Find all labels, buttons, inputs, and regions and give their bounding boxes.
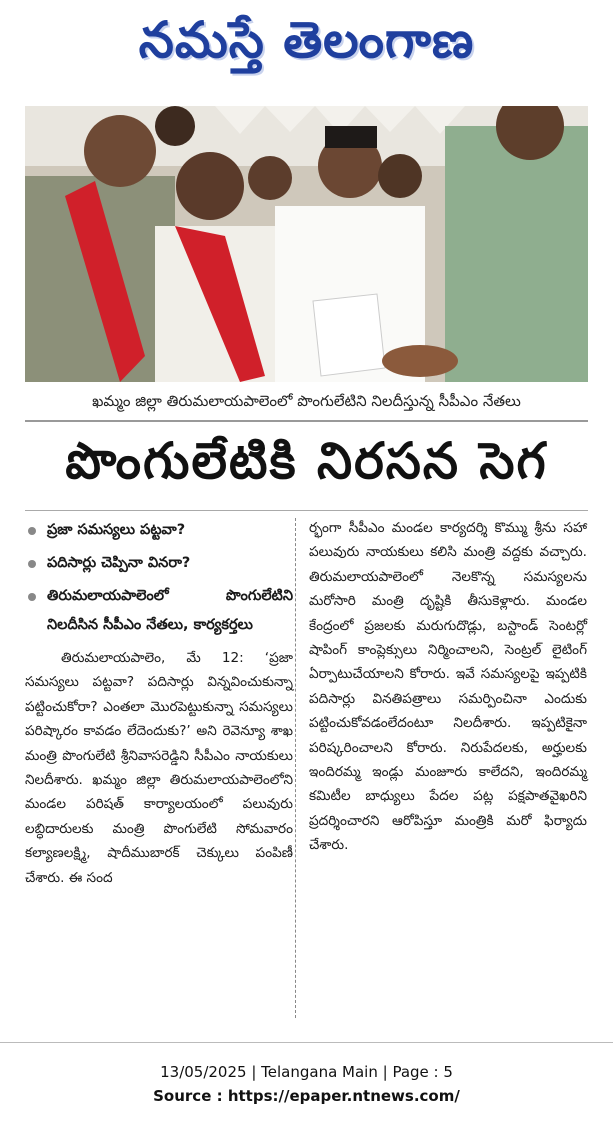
newspaper-masthead	[0, 0, 613, 92]
highlight-item: పదిసార్లు చెప్పినా వినరా?	[25, 549, 293, 578]
photo-caption-text: ఖమ్మం జిల్లా తిరుమలాయపాలెంలో పొంగులేటిని నిలదీస్తున్న సీపీఎం నేతలు	[92, 392, 521, 410]
article-headline	[25, 424, 588, 511]
news-photo	[25, 106, 588, 382]
article-highlights	[25, 516, 293, 640]
highlight-item: ప్రజా సమస్యలు పట్టవా?	[25, 516, 293, 545]
page-footer	[0, 1060, 613, 1108]
article-column-right	[309, 516, 587, 858]
article-body-left: తిరుమలాయపాలెం, మే 12: ‘ప్రజా సమస్యలు పట్టవా? పదిసార్లు విన్నవించుకున్నా పట్టించుకోరా? ఎంతలా మొరపెట్టుకున్నా సమస్యలు పరిష్కారం కావడం లేదెందుకు?’ అని రెవెన్యూ శాఖ మంత్రి పొంగులేటి శ్రీనివాసరెడ్డిని సీపీఎం నాయకులు నిలదీశారు. ఖమ్మం జిల్లా తిరుమలాయపాలెంలోని మండల పరిషత్ కార్యాలయంలో పలువురు లబ్ధిదారులకు మంత్రి పొంగులేటి సోమవారం కల్యాణలక్ష్మి, షాదీముబారక్ చెక్కులు పంపిణీ చేశారు. ఈ సంద	[25, 650, 293, 886]
news-photo-illustration	[25, 106, 588, 382]
photo-caption	[25, 386, 588, 422]
article-column-left	[25, 516, 293, 890]
column-divider	[295, 518, 296, 1018]
headline-text: పొంగులేటికి నిరసన సెగ	[65, 431, 548, 490]
masthead-title: నమస్తే తెలంగాణ	[138, 10, 475, 69]
highlight-item: తిరుమలాయపాలెంలో పొంగులేటిని నిలదీసిన సీపీఎం నేతలు, కార్యకర్తలు	[25, 582, 293, 640]
footer-source: Source : https://epaper.ntnews.com/	[153, 1087, 460, 1105]
footer-divider	[0, 1042, 613, 1043]
article-body-right: ర్భంగా సీపీఎం మండల కార్యదర్శి కొమ్ము శ్రీను సహా పలువురు నాయకులు కలిసి మంత్రి వద్దకు వచ్చారు. తిరుమలాయపాలెంలో నెలకొన్న సమస్యలను మరోసారి మంత్రి దృష్టికి తీసుకెళ్లారు. మండల కేంద్రంలో ప్రజలకు మరుగుదొడ్లు, బస్టాండ్ సెంటర్లో షాపింగ్ కాంప్లెక్సులు నిర్మించాలని, సెంట్రల్ లైటింగ్ ఏర్పాటుచేయాలని కోరారు. ఇవే సమస్యలపై ఇప్పటికి పదిసార్లు వినతిపత్రాలు సమర్పించినా ఎందుకు పట్టించుకోవడంలేదంటూ నిలదీశారు. ఇప్పటికైనా పరిష్కరించాలని కోరారు. నిరుపేదలకు, అర్హులకు ఇందిరమ్మ ఇండ్లు మంజూరు కాలేదని, ఇందిరమ్మ కమిటీల బాధ్యులు పేదల పట్ల పక్షపాతవైఖరిని ప్రదర్శించారని ఆరోపిస్తూ మంత్రికి మరో ఫిర్యాదు చేశారు.	[309, 520, 587, 854]
footer-date-page: 13/05/2025 | Telangana Main | Page : 5	[160, 1063, 453, 1081]
